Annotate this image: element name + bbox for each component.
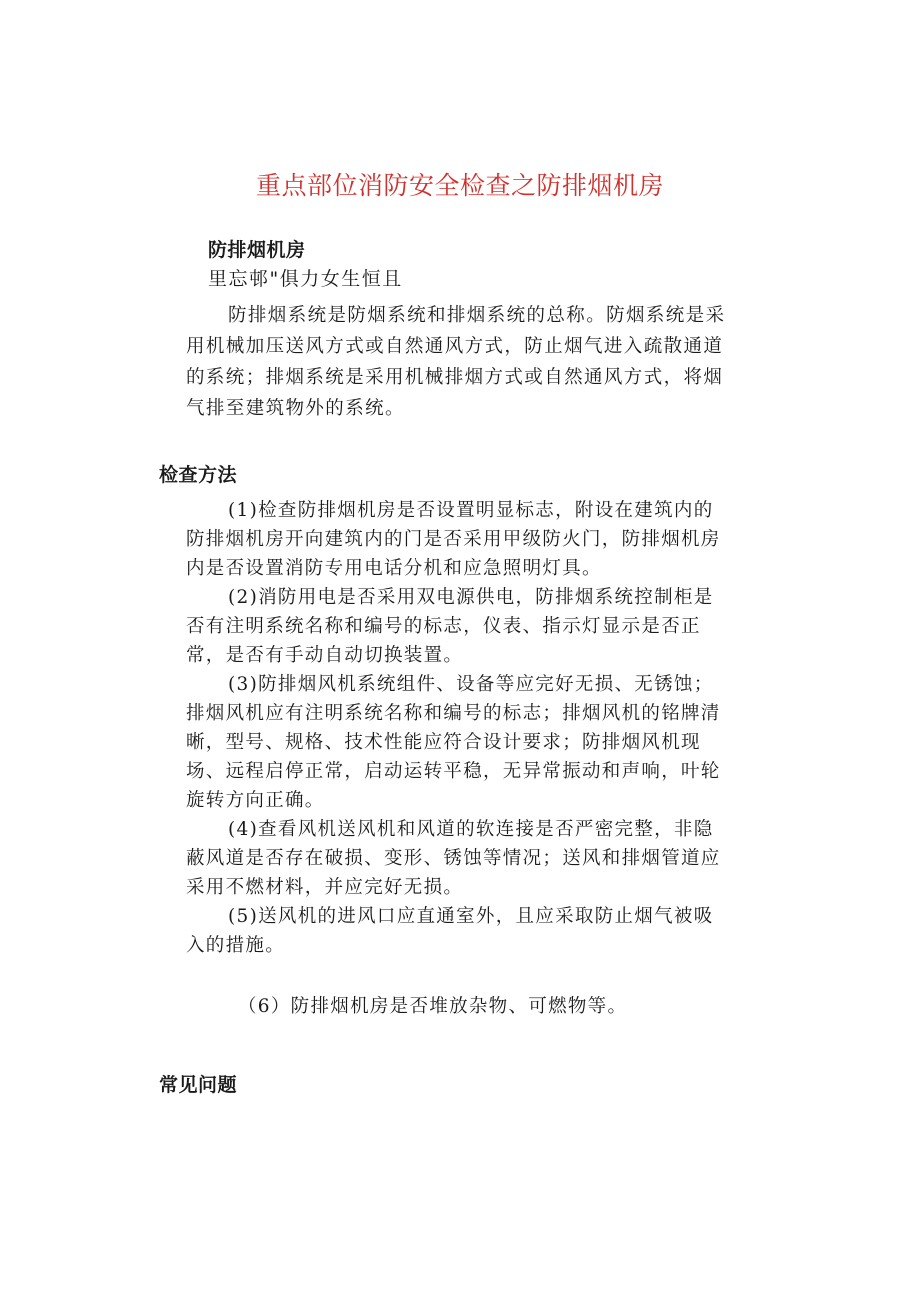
method-item-6: （6）防排烟机房是否堆放杂物、可燃物等。 — [238, 996, 628, 1017]
document-title: 重点部位消防安全检查之防排烟机房 — [255, 171, 664, 200]
check-methods-list — [186, 496, 731, 960]
document-subtitle: 防排烟机房 — [208, 239, 306, 261]
section-heading-faq: 常见问题 — [159, 1074, 238, 1096]
method-item-2: (2)消防用电是否采用双电源供电，防排烟系统控制柜是否有注明系统名称和编号的标志，仪表、指示灯显示是否正常，是否有手动自动切换装置。 — [186, 587, 714, 666]
method-item-4: (4)查看风机送风机和风道的软连接是否严密完整，非隐蔽风道是否存在破损、变形、锈蚀等情况；送风和排烟管道应采用不燃材料，并应完好无损。 — [186, 819, 721, 898]
method-item-1: (1)检查防排烟机房是否设置明显标志，附设在建筑内的防排烟机房开向建筑内的门是否采用甲级防火门，防排烟机房内是否设置消防专用电话分机和应急照明灯具。 — [186, 500, 721, 579]
method-item-3: (3)防排烟风机系统组件、设备等应完好无损、无锈蚀；排烟风机应有注明系统名称和编号的标志；排烟风机的铭牌清晰，型号、规格、技术性能应符合设计要求；防排烟风机现场、远程启停正常，启动运转平稳，无异常振动和声响，叶轮旋转方向正确。 — [186, 674, 721, 811]
method-item-5: (5)送风机的进风口应直通室外，且应采取防止烟气被吸入的措施。 — [186, 906, 714, 956]
garbled-text-line: 里忘邨"俱力女生恒且 — [208, 268, 403, 290]
section-heading-check-methods: 检查方法 — [159, 464, 238, 486]
intro-paragraph: 防排烟系统是防烟系统和排烟系统的总称。防烟系统是采用机械加压送风方式或自然通风方式，防止烟气进入疏散通道的系统；排烟系统是采用机械排烟方式或自然通风方式，将烟气排至建筑物外的系统。 — [186, 305, 726, 419]
